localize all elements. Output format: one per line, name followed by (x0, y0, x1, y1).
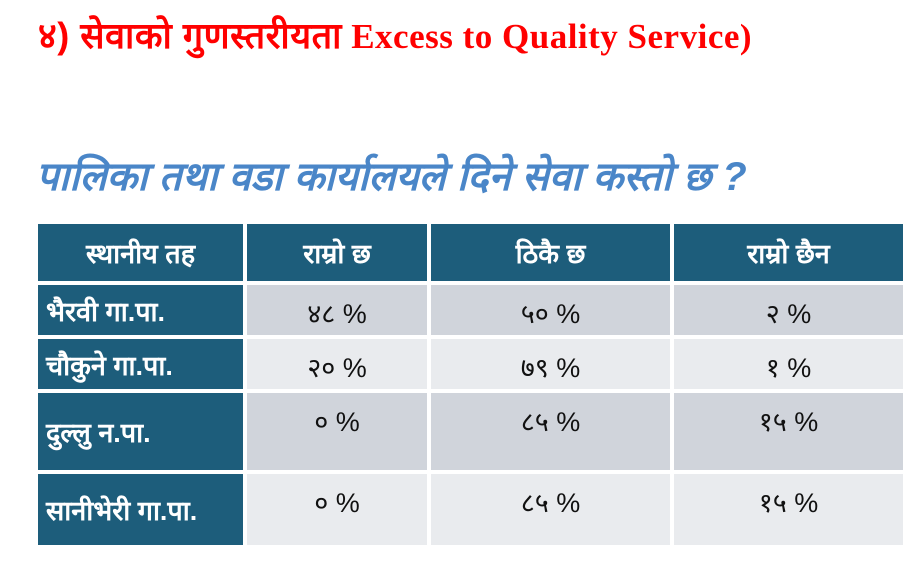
column-header-good: राम्रो छ (245, 224, 429, 283)
slide-subtitle: पालिका तथा वडा कार्यालयले दिने सेवा कस्तो छ ? (36, 155, 747, 199)
slide-title-nepali: ४) सेवाको गुणस्तरीयता (38, 15, 342, 56)
cell-value: ८५ % (429, 472, 672, 545)
table-row (38, 472, 903, 545)
cell-value: ० % (245, 391, 429, 472)
cell-value: ४८ % (245, 283, 429, 337)
cell-value: ० % (245, 472, 429, 545)
row-label: सानीभेरी गा.पा. (38, 472, 245, 545)
cell-value: ८५ % (429, 391, 672, 472)
cell-value: ५० % (429, 283, 672, 337)
cell-value: १ % (672, 337, 903, 391)
column-header-okay: ठिकै छ (429, 224, 672, 283)
cell-value: १५ % (672, 472, 903, 545)
row-label: चौकुने गा.पा. (38, 337, 245, 391)
table-row (38, 283, 903, 337)
table-row (38, 391, 903, 472)
slide-title (38, 8, 838, 65)
cell-value: १५ % (672, 391, 903, 472)
row-label: दुल्लु न.पा. (38, 391, 245, 472)
table-row (38, 337, 903, 391)
slide-title-english: Excess to Quality Service) (341, 17, 753, 56)
column-header-not-good: राम्रो छैन (672, 224, 903, 283)
survey-table (38, 224, 903, 545)
row-label: भैरवी गा.पा. (38, 283, 245, 337)
column-header-local-level: स्थानीय तह (38, 224, 245, 283)
table-header-row (38, 224, 903, 283)
cell-value: ७९ % (429, 337, 672, 391)
cell-value: २ % (672, 283, 903, 337)
cell-value: २० % (245, 337, 429, 391)
